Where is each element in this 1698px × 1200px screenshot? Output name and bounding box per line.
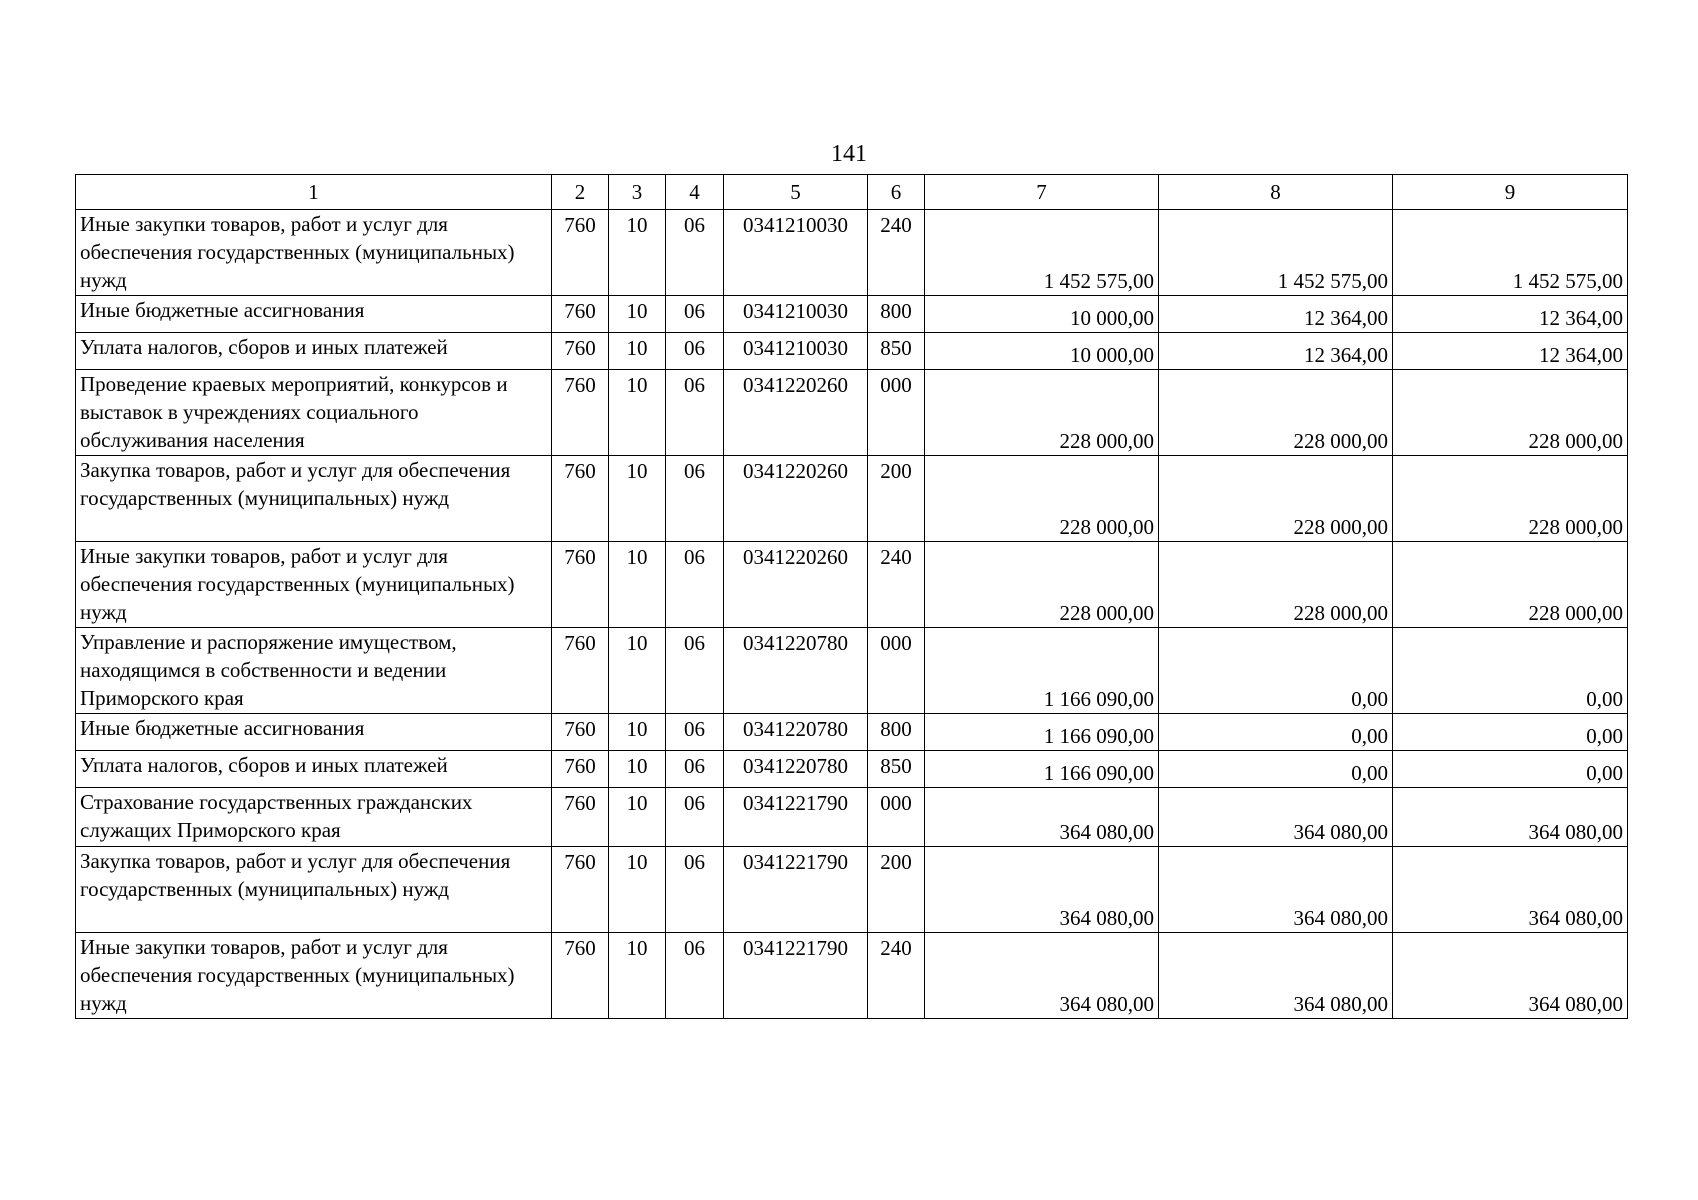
column-header: 3 [609, 175, 666, 210]
cell-section-code: 10 [609, 714, 666, 751]
row-name: Страхование государственных гражданских служащих Приморского края [76, 788, 552, 847]
cell-amount-col9: 12 364,00 [1393, 333, 1628, 370]
cell-amount-col8: 228 000,00 [1159, 456, 1393, 542]
table-row [76, 370, 1628, 456]
cell-amount-col8: 364 080,00 [1159, 847, 1393, 933]
column-header: 8 [1159, 175, 1393, 210]
cell-amount-col8: 228 000,00 [1159, 542, 1393, 628]
cell-amount-col9: 364 080,00 [1393, 847, 1628, 933]
cell-subsection-code: 06 [666, 210, 724, 296]
cell-ministry-code: 760 [552, 847, 609, 933]
cell-subsection-code: 06 [666, 456, 724, 542]
cell-target-article: 0341221790 [724, 847, 868, 933]
cell-amount-col8: 364 080,00 [1159, 933, 1393, 1019]
cell-expense-type: 800 [868, 714, 925, 751]
table-body [76, 210, 1628, 1019]
table-row [76, 933, 1628, 1019]
cell-amount-col8: 0,00 [1159, 628, 1393, 714]
cell-section-code: 10 [609, 933, 666, 1019]
row-name: Иные закупки товаров, работ и услуг для обеспечения государственных (муниципальных) нужд [76, 933, 552, 1019]
cell-amount-col9: 364 080,00 [1393, 788, 1628, 847]
table-row [76, 628, 1628, 714]
cell-target-article: 0341221790 [724, 933, 868, 1019]
cell-target-article: 0341220260 [724, 542, 868, 628]
cell-section-code: 10 [609, 456, 666, 542]
cell-amount-col7: 10 000,00 [925, 333, 1159, 370]
table-row [76, 210, 1628, 296]
cell-expense-type: 200 [868, 847, 925, 933]
cell-target-article: 0341210030 [724, 296, 868, 333]
cell-ministry-code: 760 [552, 788, 609, 847]
cell-subsection-code: 06 [666, 933, 724, 1019]
cell-target-article: 0341220260 [724, 370, 868, 456]
cell-expense-type: 240 [868, 933, 925, 1019]
cell-target-article: 0341220780 [724, 751, 868, 788]
cell-amount-col7: 228 000,00 [925, 456, 1159, 542]
cell-expense-type: 000 [868, 788, 925, 847]
cell-amount-col8: 12 364,00 [1159, 333, 1393, 370]
cell-amount-col9: 364 080,00 [1393, 933, 1628, 1019]
cell-amount-col7: 1 166 090,00 [925, 751, 1159, 788]
table-row [76, 751, 1628, 788]
cell-amount-col9: 228 000,00 [1393, 456, 1628, 542]
cell-ministry-code: 760 [552, 933, 609, 1019]
cell-section-code: 10 [609, 333, 666, 370]
row-name: Иные закупки товаров, работ и услуг для обеспечения государственных (муниципальных) нужд [76, 542, 552, 628]
cell-section-code: 10 [609, 542, 666, 628]
row-name: Проведение краевых мероприятий, конкурсов и выставок в учреждениях социального обслуживания населения [76, 370, 552, 456]
row-name: Уплата налогов, сборов и иных платежей [76, 751, 552, 788]
column-header: 1 [76, 175, 552, 210]
cell-amount-col7: 364 080,00 [925, 847, 1159, 933]
cell-amount-col9: 0,00 [1393, 628, 1628, 714]
cell-amount-col9: 0,00 [1393, 751, 1628, 788]
cell-amount-col7: 364 080,00 [925, 933, 1159, 1019]
cell-expense-type: 200 [868, 456, 925, 542]
cell-amount-col9: 0,00 [1393, 714, 1628, 751]
page-number: 141 [831, 141, 867, 167]
cell-ministry-code: 760 [552, 333, 609, 370]
cell-expense-type: 850 [868, 751, 925, 788]
cell-amount-col8: 1 452 575,00 [1159, 210, 1393, 296]
column-header: 9 [1393, 175, 1628, 210]
header-row [76, 175, 1628, 210]
cell-amount-col7: 228 000,00 [925, 542, 1159, 628]
table-row [76, 542, 1628, 628]
cell-amount-col9: 228 000,00 [1393, 542, 1628, 628]
table-row [76, 847, 1628, 933]
table-row [76, 788, 1628, 847]
row-name: Иные закупки товаров, работ и услуг для обеспечения государственных (муниципальных) нужд [76, 210, 552, 296]
cell-ministry-code: 760 [552, 370, 609, 456]
cell-expense-type: 000 [868, 628, 925, 714]
cell-section-code: 10 [609, 296, 666, 333]
cell-section-code: 10 [609, 628, 666, 714]
cell-expense-type: 800 [868, 296, 925, 333]
budget-table [75, 174, 1628, 1019]
column-header: 4 [666, 175, 724, 210]
column-header: 2 [552, 175, 609, 210]
cell-ministry-code: 760 [552, 628, 609, 714]
cell-section-code: 10 [609, 210, 666, 296]
row-name: Управление и распоряжение имуществом, находящимся в собственности и ведении Приморского края [76, 628, 552, 714]
cell-expense-type: 240 [868, 542, 925, 628]
table-header [76, 175, 1628, 210]
cell-subsection-code: 06 [666, 370, 724, 456]
cell-subsection-code: 06 [666, 296, 724, 333]
cell-amount-col7: 1 166 090,00 [925, 714, 1159, 751]
cell-amount-col8: 12 364,00 [1159, 296, 1393, 333]
cell-section-code: 10 [609, 370, 666, 456]
cell-target-article: 0341220780 [724, 628, 868, 714]
cell-expense-type: 240 [868, 210, 925, 296]
row-name: Закупка товаров, работ и услуг для обеспечения государственных (муниципальных) нужд [76, 456, 552, 542]
cell-amount-col9: 228 000,00 [1393, 370, 1628, 456]
cell-amount-col8: 228 000,00 [1159, 370, 1393, 456]
cell-amount-col8: 0,00 [1159, 714, 1393, 751]
cell-ministry-code: 760 [552, 456, 609, 542]
cell-ministry-code: 760 [552, 542, 609, 628]
cell-target-article: 0341210030 [724, 210, 868, 296]
cell-amount-col9: 12 364,00 [1393, 296, 1628, 333]
cell-subsection-code: 06 [666, 847, 724, 933]
cell-amount-col7: 10 000,00 [925, 296, 1159, 333]
row-name: Иные бюджетные ассигнования [76, 296, 552, 333]
cell-amount-col8: 0,00 [1159, 751, 1393, 788]
cell-amount-col7: 1 452 575,00 [925, 210, 1159, 296]
table-row [76, 296, 1628, 333]
cell-target-article: 0341220780 [724, 714, 868, 751]
cell-subsection-code: 06 [666, 751, 724, 788]
row-name: Уплата налогов, сборов и иных платежей [76, 333, 552, 370]
cell-amount-col9: 1 452 575,00 [1393, 210, 1628, 296]
cell-target-article: 0341220260 [724, 456, 868, 542]
cell-amount-col7: 1 166 090,00 [925, 628, 1159, 714]
cell-expense-type: 850 [868, 333, 925, 370]
cell-subsection-code: 06 [666, 542, 724, 628]
cell-amount-col7: 364 080,00 [925, 788, 1159, 847]
cell-ministry-code: 760 [552, 714, 609, 751]
cell-amount-col8: 364 080,00 [1159, 788, 1393, 847]
row-name: Иные бюджетные ассигнования [76, 714, 552, 751]
cell-subsection-code: 06 [666, 628, 724, 714]
cell-ministry-code: 760 [552, 296, 609, 333]
row-name: Закупка товаров, работ и услуг для обеспечения государственных (муниципальных) нужд [76, 847, 552, 933]
cell-target-article: 0341210030 [724, 333, 868, 370]
table-row [76, 714, 1628, 751]
cell-target-article: 0341221790 [724, 788, 868, 847]
cell-section-code: 10 [609, 788, 666, 847]
cell-ministry-code: 760 [552, 751, 609, 788]
cell-subsection-code: 06 [666, 788, 724, 847]
column-header: 6 [868, 175, 925, 210]
cell-section-code: 10 [609, 751, 666, 788]
cell-expense-type: 000 [868, 370, 925, 456]
cell-section-code: 10 [609, 847, 666, 933]
cell-subsection-code: 06 [666, 333, 724, 370]
cell-subsection-code: 06 [666, 714, 724, 751]
table-row [76, 456, 1628, 542]
cell-amount-col7: 228 000,00 [925, 370, 1159, 456]
column-header: 7 [925, 175, 1159, 210]
table-row [76, 333, 1628, 370]
cell-ministry-code: 760 [552, 210, 609, 296]
column-header: 5 [724, 175, 868, 210]
